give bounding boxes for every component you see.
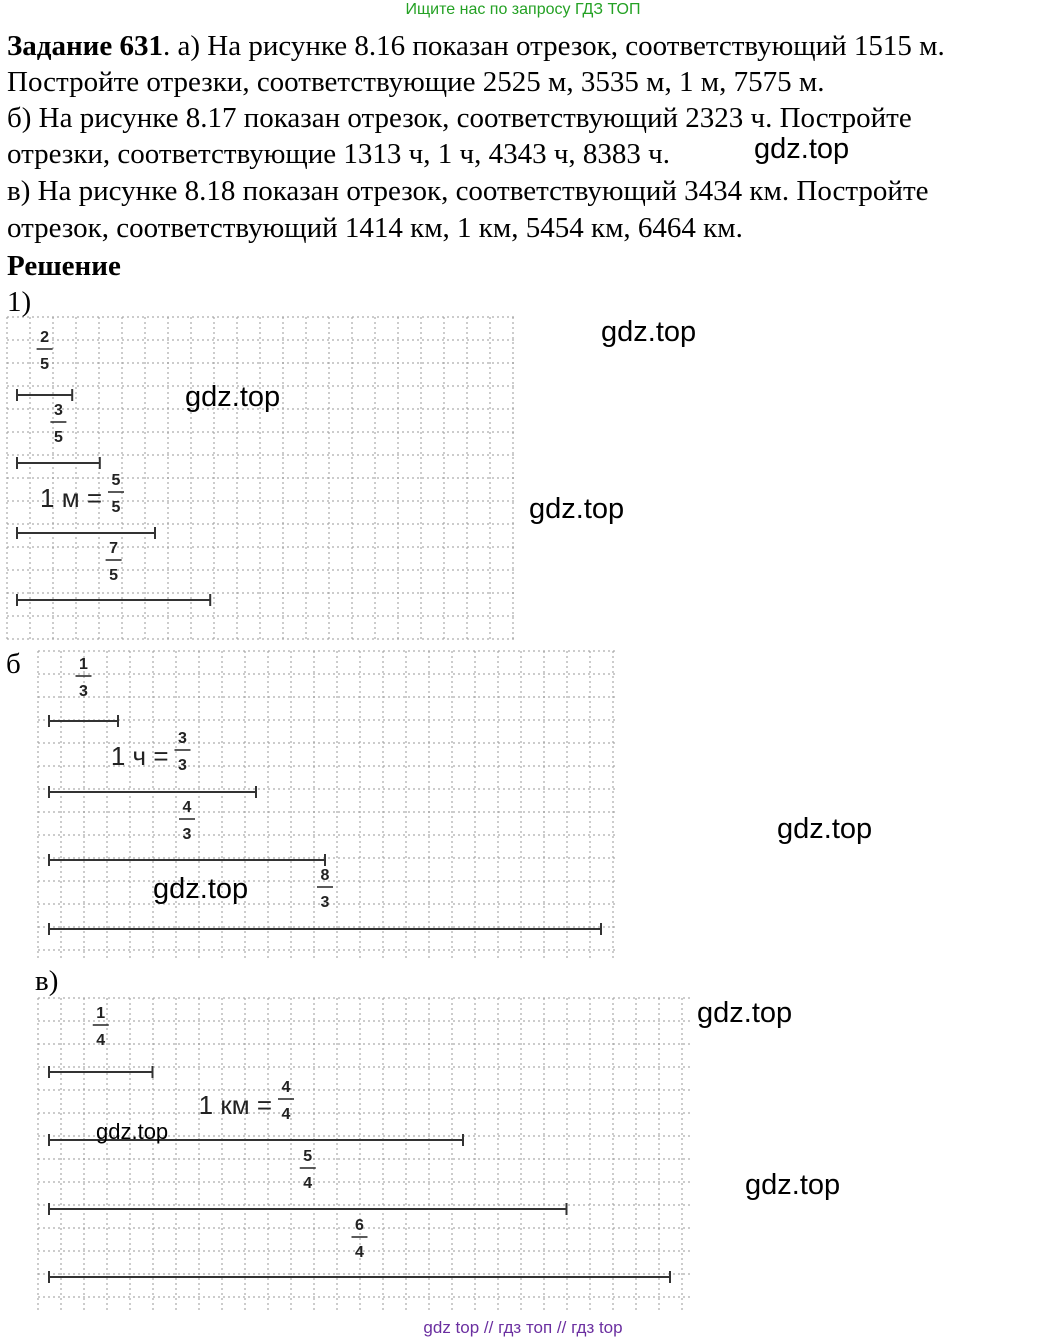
fraction-numerator: 7 — [109, 540, 119, 557]
unit-label: 1 км = — [198, 1090, 272, 1120]
watermark: gdz.top — [185, 381, 281, 413]
watermark: gdz.top — [529, 493, 625, 525]
fraction-denominator: 4 — [281, 1106, 291, 1123]
segment — [17, 402, 100, 469]
footer-links[interactable]: gdz top // гдз топ // гдз top — [423, 1318, 623, 1337]
watermark: gdz.top — [96, 1119, 169, 1144]
solution-heading: Решение — [7, 250, 121, 282]
fraction-numerator: 2 — [40, 329, 50, 346]
segment — [49, 799, 325, 866]
watermark: gdz.top — [754, 133, 850, 165]
watermark: gdz.top — [777, 813, 873, 845]
fraction-numerator: 6 — [355, 1217, 364, 1234]
task-line-5: в) На рисунке 8.18 показан отрезок, соответствующий 3434 км. Постройте — [7, 175, 929, 207]
figure-2-segments — [38, 651, 616, 961]
fraction-numerator: 1 — [79, 656, 88, 673]
fraction-denominator: 4 — [303, 1175, 313, 1192]
fraction-denominator: 3 — [178, 757, 187, 774]
fraction-numerator: 5 — [111, 472, 121, 489]
segment — [17, 540, 210, 606]
watermark: gdz.top — [601, 316, 697, 348]
fraction-denominator: 4 — [355, 1244, 364, 1261]
watermark: gdz.top — [745, 1169, 841, 1201]
watermark: gdz.top — [697, 997, 793, 1029]
fraction-numerator: 3 — [178, 730, 187, 747]
fraction-denominator: 3 — [79, 683, 88, 700]
task-line-1 — [7, 28, 945, 64]
fraction-denominator: 5 — [109, 567, 119, 584]
fraction-denominator: 5 — [40, 356, 50, 373]
fraction-denominator: 3 — [182, 826, 192, 843]
watermark: gdz.top — [153, 873, 249, 905]
task-title: Задание 631 — [7, 30, 164, 62]
fraction-denominator: 5 — [53, 429, 63, 446]
part-1-label: 1) — [7, 286, 32, 318]
fraction-denominator: 3 — [320, 894, 330, 911]
fraction-numerator: 3 — [53, 402, 63, 419]
fraction-denominator: 5 — [111, 499, 121, 516]
fraction-numerator: 4 — [182, 799, 192, 816]
task-line-3: б) На рисунке 8.17 показан отрезок, соответствующий 2323 ч. Постройте — [7, 102, 912, 134]
fraction-numerator: 5 — [303, 1148, 313, 1165]
fraction-numerator: 4 — [281, 1079, 291, 1096]
fraction-denominator: 4 — [96, 1032, 106, 1049]
segment — [17, 472, 155, 539]
task-line-2: Постройте отрезки, соответствующие 2525 м, 3535 м, 1 м, 7575 м. — [7, 66, 825, 98]
part-2-label: б — [6, 648, 21, 680]
task-line-1-text: . а) На рисунке 8.16 показан отрезок, соответствующий 1515 м. — [163, 30, 945, 62]
figure-3-segments — [38, 998, 690, 1310]
grid — [38, 998, 690, 1310]
segment — [49, 867, 601, 935]
task-line-4: отрезки, соответствующие 1313 ч, 1 ч, 4343 ч, 8383 ч. — [7, 138, 670, 170]
fraction-numerator: 1 — [96, 1005, 106, 1022]
grid — [38, 651, 616, 961]
task-line-6: отрезок, соответствующий 1414 км, 1 км, 5454 км, 6464 км. — [7, 212, 743, 244]
part-3-label: в) — [35, 965, 59, 997]
grid — [7, 317, 515, 639]
figure-1-segments — [7, 317, 515, 639]
fraction-numerator: 8 — [320, 867, 330, 884]
unit-label: 1 м = — [40, 483, 102, 513]
unit-label: 1 ч = — [110, 741, 169, 771]
header-search-hint[interactable]: Ищите нас по запросу ГДЗ ТОП — [405, 1, 641, 18]
